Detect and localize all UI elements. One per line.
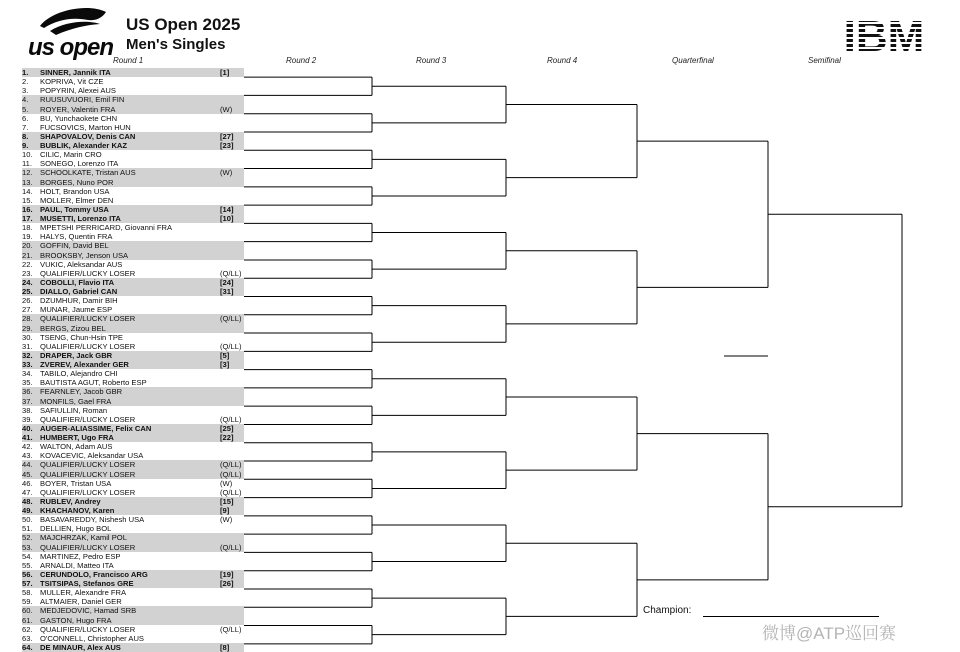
player-name: ALTMAIER, Daniel GER [40,597,122,607]
player-seed: (Q/LL) [220,487,242,497]
round-header-semifinal: Semifinal [808,56,841,65]
player-number: 32. [22,350,33,360]
player-name: QUALIFIER/LUCKY LOSER [40,314,136,324]
player-seed: (Q/LL) [220,469,242,479]
player-number: 3. [22,86,29,96]
player-seed: (Q/LL) [220,314,242,324]
player-seed: (W) [220,168,233,178]
player-name: DELLIEN, Hugo BOL [40,524,112,534]
player-number: 54. [22,551,33,561]
player-name: TSITSIPAS, Stefanos GRE [40,579,134,588]
player-name: GASTON, Hugo FRA [40,615,112,625]
player-number: 59. [22,597,33,607]
player-name: QUALIFIER/LUCKY LOSER [40,268,136,278]
player-name: QUALIFIER/LUCKY LOSER [40,469,136,479]
player-name: SINNER, Jannik ITA [40,68,111,77]
player-number: 33. [22,360,33,369]
player-number: 13. [22,177,33,187]
player-name: BORGES, Nuno POR [40,177,114,187]
player-number: 14. [22,186,33,196]
player-seed: [14] [220,204,234,214]
player-name: QUALIFIER/LUCKY LOSER [40,624,136,634]
player-number: 27. [22,305,33,315]
round-header-2: Round 2 [286,56,317,65]
player-number: 15. [22,195,33,205]
player-seed: (W) [220,478,233,488]
player-number: 48. [22,496,33,506]
player-seed: [25] [220,423,234,433]
player-name: SCHOOLKATE, Tristan AUS [40,168,136,178]
player-seed: [24] [220,277,234,287]
player-name: SHAPOVALOV, Denis CAN [40,131,136,141]
player-number: 24. [22,277,33,287]
player-number: 62. [22,624,33,634]
player-seed: [19] [220,569,234,579]
player-name: HOLT, Brandon USA [40,186,110,196]
player-name: BUBLIK, Alexander KAZ [40,141,128,150]
player-name: BU, Yunchaokete CHN [40,113,118,123]
player-number: 11. [22,159,32,169]
player-name: BOYER, Tristan USA [40,478,112,488]
player-name: CERUNDOLO, Francisco ARG [40,569,148,579]
player-name: ZVEREV, Alexander GER [40,360,129,369]
player-number: 51. [22,524,33,534]
player-number: 16. [22,204,33,214]
player-seed: (Q/LL) [220,414,242,424]
player-number: 61. [22,615,33,625]
player-name: MUNAR, Jaume ESP [40,305,113,315]
player-name: MONFILS, Gael FRA [40,396,112,406]
player-seed: [5] [220,350,230,360]
player-name: ROYER, Valentin FRA [40,104,116,114]
player-name: RUUSUVUORI, Emil FIN [40,95,125,105]
player-name: MAJCHRZAK, Kamil POL [40,533,127,543]
player-number: 50. [22,515,33,525]
player-name: QUALIFIER/LUCKY LOSER [40,542,136,552]
player-name: GOFFIN, David BEL [40,241,109,251]
player-name: DIALLO, Gabriel CAN [40,287,118,296]
champion-label: Champion: [643,605,692,616]
player-name: DE MINAUR, Alex AUS [40,642,121,652]
player-name: AUGER-ALIASSIME, Felix CAN [40,423,152,433]
player-name: MARTINEZ, Pedro ESP [40,551,121,561]
player-name: TSENG, Chun-Hsin TPE [40,332,123,342]
player-seed: [26] [220,579,234,588]
player-number: 46. [22,478,33,488]
player-name: SAFIULLIN, Roman [40,405,108,415]
player-name: COBOLLI, Flavio ITA [40,277,115,287]
player-seed: (Q/LL) [220,460,242,470]
player-number: 56. [22,569,33,579]
player-number: 31. [22,341,33,351]
player-number: 53. [22,542,33,552]
player-name: QUALIFIER/LUCKY LOSER [40,341,136,351]
player-number: 57. [22,579,33,588]
player-number: 37. [22,396,33,406]
player-number: 55. [22,560,33,570]
player-number: 25. [22,287,33,296]
player-name: BERGS, Zizou BEL [40,323,106,333]
player-name: O'CONNELL, Christopher AUS [40,633,145,643]
player-number: 10. [22,150,33,160]
player-seed: [31] [220,287,234,296]
player-number: 30. [22,332,33,342]
player-number: 64. [22,642,33,652]
champion-line [703,616,879,617]
player-seed: [23] [220,141,234,150]
player-number: 41. [22,433,33,442]
player-name: HALYS, Quentin FRA [40,232,113,242]
player-name: MULLER, Alexandre FRA [40,588,127,598]
player-number: 17. [22,214,33,223]
page-title: US Open 2025 [126,15,241,34]
player-number: 26. [22,296,33,306]
player-number: 47. [22,487,33,497]
player-seed: [8] [220,642,230,652]
player-seed: [22] [220,433,234,442]
player-name: BROOKSBY, Jenson USA [40,250,129,260]
player-name: FEARNLEY, Jacob GBR [40,387,123,397]
player-number: 2. [22,77,29,87]
player-number: 36. [22,387,33,397]
player-number: 28. [22,314,33,324]
player-number: 52. [22,533,33,543]
player-name: BASAVAREDDY, Nishesh USA [40,515,145,525]
player-name: ARNALDI, Matteo ITA [40,560,114,570]
player-name: PAUL, Tommy USA [40,204,109,214]
player-name: KOVACEVIC, Aleksandar USA [40,451,144,461]
player-seed: [3] [220,360,230,369]
player-name: KOPRIVA, Vit CZE [40,77,104,87]
player-number: 8. [22,131,29,141]
player-seed: (Q/LL) [220,341,242,351]
player-number: 39. [22,414,33,424]
player-name: MOLLER, Elmer DEN [40,195,114,205]
player-name: RUBLEV, Andrey [40,496,101,506]
player-number: 58. [22,588,33,598]
player-number: 23. [22,268,33,278]
watermark: 微博@ATP巡回赛 [762,624,897,643]
us-open-logo-text: us open [28,34,114,61]
player-seed: (Q/LL) [220,624,242,634]
player-name: QUALIFIER/LUCKY LOSER [40,460,136,470]
player-number: 6. [22,113,29,123]
player-number: 44. [22,460,33,470]
player-name: FUCSOVICS, Marton HUN [40,122,131,132]
player-name: QUALIFIER/LUCKY LOSER [40,487,136,497]
player-name: VUKIC, Aleksandar AUS [40,259,123,269]
player-number: 20. [22,241,33,251]
player-number: 12. [22,168,33,178]
player-number: 29. [22,323,33,333]
player-number: 35. [22,378,33,388]
player-number: 45. [22,469,33,479]
player-name: KHACHANOV, Karen [40,506,115,515]
player-number: 38. [22,405,33,415]
player-number: 40. [22,423,33,433]
player-number: 18. [22,223,33,233]
player-name: MEDJEDOVIC, Hamad SRB [40,606,137,616]
player-number: 34. [22,369,33,379]
player-name: MUSETTI, Lorenzo ITA [40,214,121,223]
player-number: 1. [22,68,29,77]
player-seed: [27] [220,131,234,141]
player-name: MPETSHI PERRICARD, Giovanni FRA [40,223,173,233]
player-name: BAUTISTA AGUT, Roberto ESP [40,378,147,388]
player-number: 63. [22,633,33,643]
player-name: DRAPER, Jack GBR [40,350,113,360]
round-header-quarterfinal: Quarterfinal [672,56,714,65]
player-number: 9. [22,141,29,150]
player-seed: [15] [220,496,234,506]
player-name: QUALIFIER/LUCKY LOSER [40,414,136,424]
player-name: CILIC, Marin CRO [40,150,102,160]
ibm-logo-text: IBM [843,14,925,54]
player-number: 42. [22,442,33,452]
player-seed: [9] [220,506,230,515]
player-number: 43. [22,451,33,461]
page-subtitle: Men's Singles [126,36,226,53]
player-name: WALTON, Adam AUS [40,442,113,452]
player-number: 49. [22,506,33,515]
round-header-3: Round 3 [416,56,447,65]
player-number: 4. [22,95,29,105]
player-seed: [1] [220,68,230,77]
player-number: 5. [22,104,29,114]
round-header-1: Round 1 [113,56,144,65]
round-header-4: Round 4 [547,56,578,65]
player-number: 21. [22,250,33,260]
player-name: TABILO, Alejandro CHI [40,369,118,379]
player-name: HUMBERT, Ugo FRA [40,433,114,442]
player-number: 22. [22,259,33,269]
player-seed: (Q/LL) [220,542,242,552]
player-seed: [10] [220,214,234,223]
player-name: DZUMHUR, Damir BIH [40,296,118,306]
player-seed: (Q/LL) [220,268,242,278]
player-number: 19. [22,232,33,242]
player-number: 60. [22,606,33,616]
player-name: POPYRIN, Alexei AUS [40,86,116,96]
player-number: 7. [22,122,29,132]
player-seed: (W) [220,104,233,114]
player-seed: (W) [220,515,233,525]
player-name: SONEGO, Lorenzo ITA [40,159,119,169]
